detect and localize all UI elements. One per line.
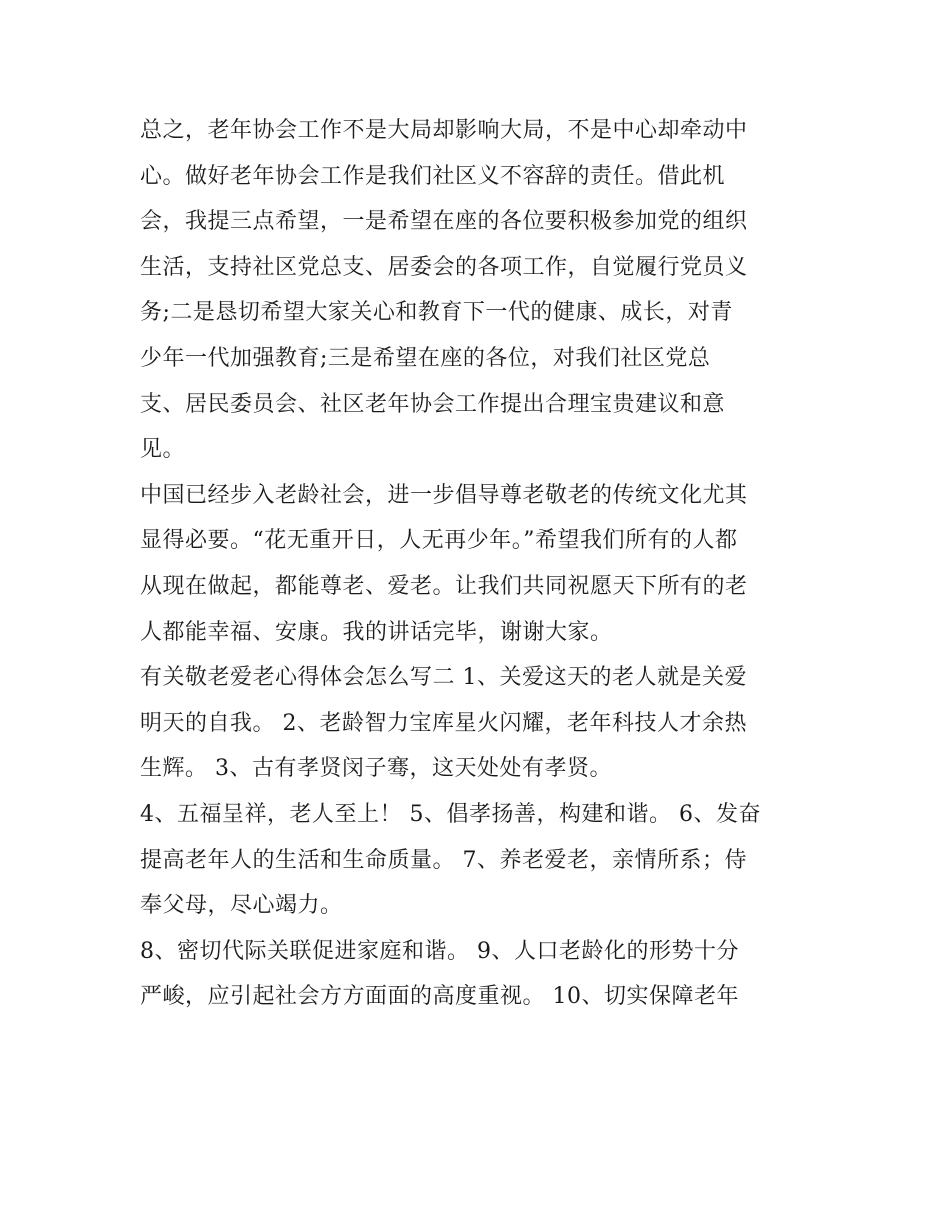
text-line: 提高老年人的生活和生命质量。 7、养老爱老，亲情所系；侍 [140, 847, 747, 873]
text-line: 4、五福呈祥，老人至上！ 5、倡孝扬善，构建和谐。 6、发奋 [140, 801, 761, 827]
text-line: 奉父母，尽心竭力。 [140, 893, 343, 919]
text-line: 见。 [140, 437, 186, 463]
text-line: 中国已经步入老龄社会，进一步倡导尊老敬老的传统文化尤其 [140, 482, 748, 508]
paragraph [140, 108, 820, 473]
text-line: 生活，支持社区党总支、居委会的各项工作，自觉履行党员义 [140, 254, 748, 280]
text-line: 明天的自我。 2、老龄智力宝库星火闪耀，老年科技人才余热 [140, 710, 747, 736]
text-line: 人都能幸福、安康。我的讲话完毕，谢谢大家。 [140, 619, 613, 645]
paragraph [140, 655, 820, 792]
text-line: 显得必要。“花无重开日，人无再少年。”希望我们所有的人都 [140, 528, 738, 554]
text-line: 从现在做起，都能尊老、爱老。让我们共同祝愿天下所有的老 [140, 573, 748, 599]
text-line: 会，我提三点希望，一是希望在座的各位要积极参加党的组织 [140, 209, 748, 235]
text-line: 生辉。 3、古有孝贤闵子骞，这天处处有孝贤。 [140, 756, 612, 782]
text-line: 8、密切代际关联促进家庭和谐。 9、人口老龄化的形势十分 [140, 938, 739, 964]
paragraph [140, 792, 820, 929]
paragraph [140, 929, 820, 1020]
document-body [140, 108, 820, 1020]
text-line: 有关敬老爱老心得体会怎么写二 1、关爱这天的老人就是关爱 [140, 665, 747, 691]
text-line: 心。做好老年协会工作是我们社区义不容辞的责任。借此机 [140, 163, 726, 189]
text-line: 少年一代加强教育;三是希望在座的各位，对我们社区党总 [140, 345, 711, 371]
text-line: 总之，老年协会工作不是大局却影响大局，不是中心却牵动中 [140, 118, 748, 143]
text-line: 务;二是恳切希望大家关心和教育下一代的健康、成长，对青 [140, 300, 733, 326]
text-line: 严峻，应引起社会方方面面的高度重视。 10、切实保障老年 [140, 984, 739, 1010]
text-line: 支、居民委员会、社区老年协会工作提出合理宝贵建议和意 [140, 391, 726, 417]
paragraph [140, 473, 820, 655]
